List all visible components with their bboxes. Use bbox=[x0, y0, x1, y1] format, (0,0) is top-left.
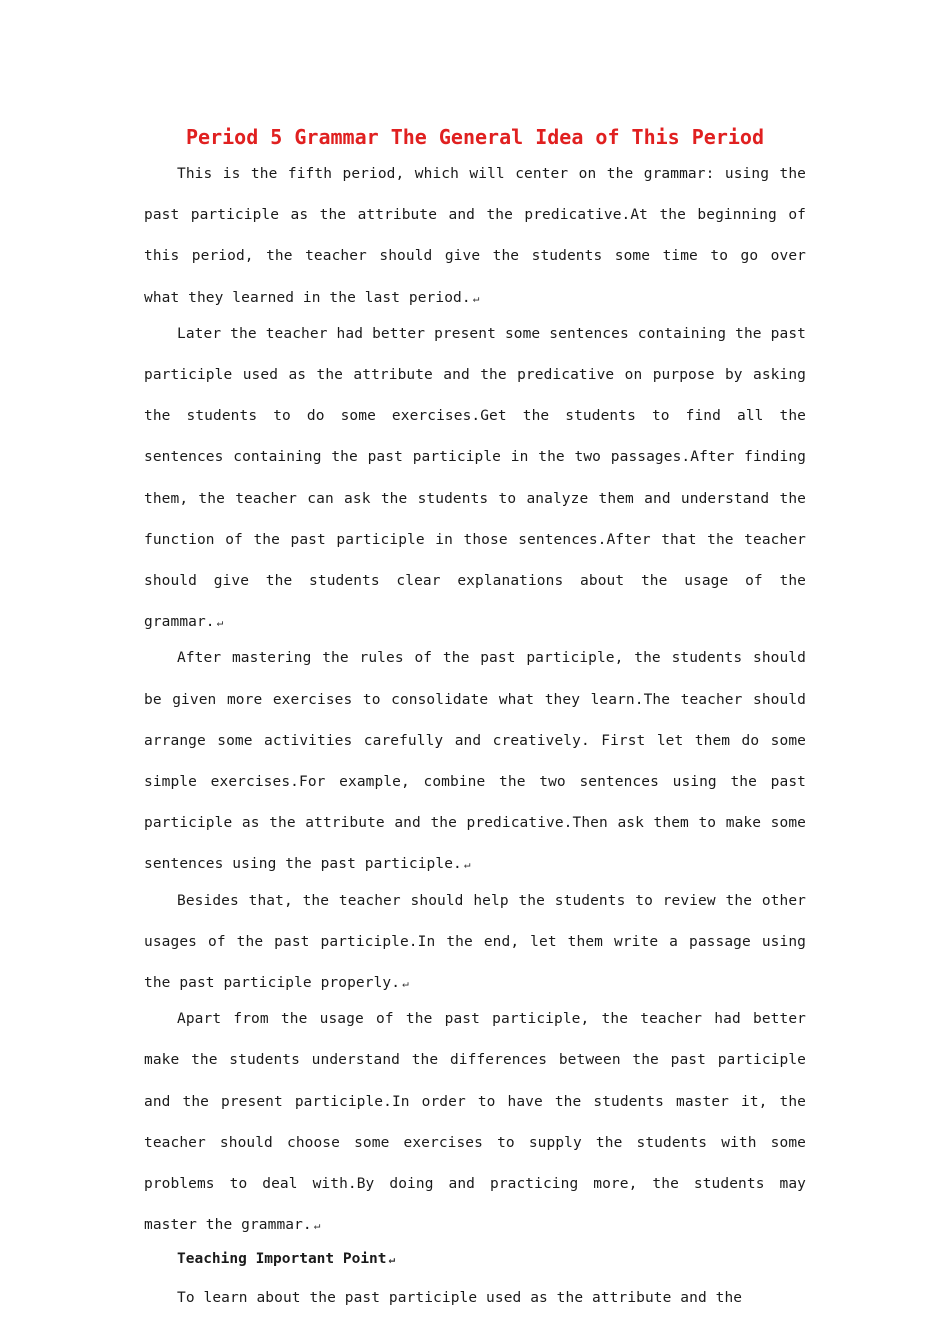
paragraph-5 bbox=[144, 999, 806, 1246]
paragraph-5-text: Apart from the usage of the past participle, the teacher had better make the students understand the differences between the past participle and the present participle.In order to have the students master it, the teacher should choose some exercises to supply the students with some problems to deal with.By doing and practicing more, the students may master the grammar. bbox=[144, 1011, 806, 1234]
paragraph-2 bbox=[144, 314, 806, 644]
paragraph-mark-icon: ↵ bbox=[216, 616, 223, 630]
section-heading-text: Teaching Important Point bbox=[177, 1251, 387, 1268]
paragraph-3-text: After mastering the rules of the past participle, the students should be given more exercises to consolidate what they learn.The teacher should arrange some activities carefully and creatively. First let them do some simple exercises.For example, combine the two sentences using the past participle as the attribute and the predicative.Then ask them to make some sentences using the past participle. bbox=[144, 650, 806, 873]
paragraph-4 bbox=[144, 881, 806, 1005]
paragraph-mark-icon: ↵ bbox=[402, 977, 408, 991]
document-title: Period 5 Grammar The General Idea of This Period bbox=[186, 125, 764, 149]
paragraph-4-text: Besides that, the teacher should help the students to review the other usages of the past participle.In the end, let them write a passage using the past participle properly. bbox=[144, 892, 806, 992]
paragraph-1-text: This is the fifth period, which will center on the grammar: using the past participle as the attribute and the predicative.At the beginning of this period, the teacher should give the students some time to go over what they learned in the last period. bbox=[144, 166, 806, 306]
paragraph-1 bbox=[144, 154, 806, 319]
paragraph-3 bbox=[144, 638, 806, 885]
section-paragraph bbox=[144, 1278, 806, 1319]
heading-mark-icon: ↵ bbox=[388, 1253, 395, 1267]
section-paragraph-text: To learn about the past participle used as the attribute and the bbox=[177, 1290, 743, 1307]
section-heading bbox=[144, 1241, 806, 1278]
paragraph-mark-icon: ↵ bbox=[313, 1219, 320, 1233]
paragraph-mark-icon: ↵ bbox=[463, 858, 470, 872]
paragraph-mark-icon: ↵ bbox=[472, 291, 479, 305]
paragraph-2-text: Later the teacher had better present some sentences containing the past participle used as the attribute and the predicative on purpose by asking the students to do some exercises.Get the students to find all the sentences containing the past participle in the two passages.After finding them, the teacher can ask the students to analyze them and understand the function of the past participle in those sentences.After that the teacher should give the students clear explanations about the usage of the grammar. bbox=[144, 325, 806, 631]
document-body bbox=[144, 120, 806, 1315]
